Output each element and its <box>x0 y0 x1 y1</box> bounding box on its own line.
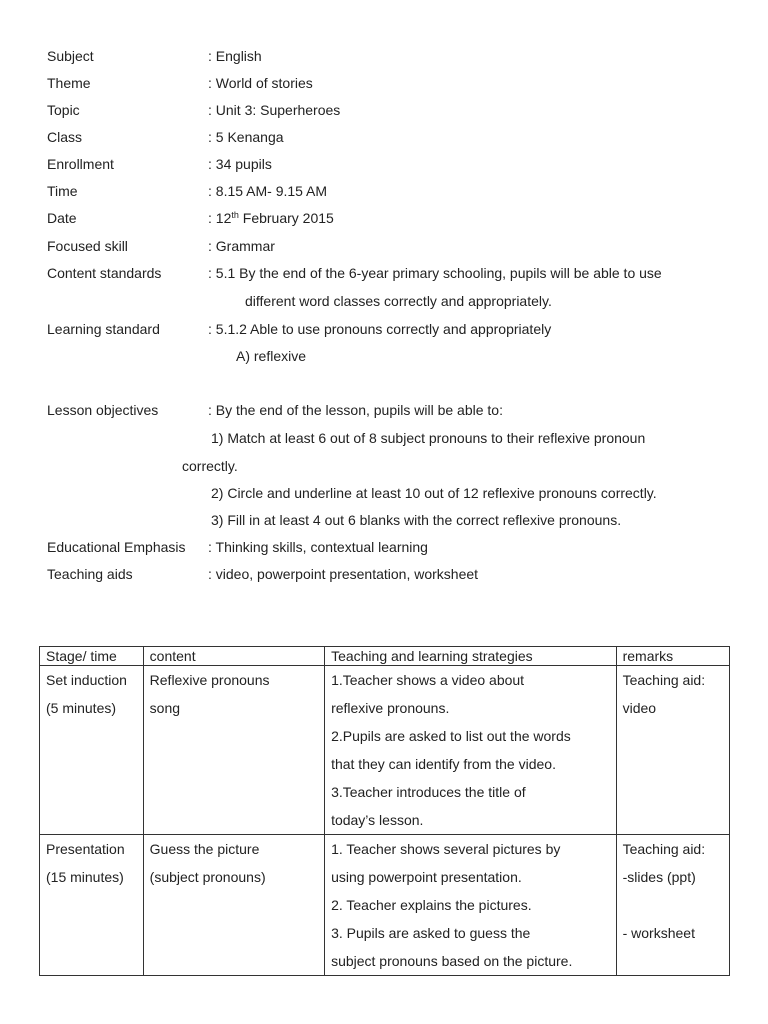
header-strategies: Teaching and learning strategies <box>325 647 617 666</box>
detail-label-learning-standard: Learning standard <box>47 321 160 337</box>
date-suffix: th <box>231 210 239 220</box>
detail-label-focused-skill: Focused skill <box>47 238 128 254</box>
table-row <box>40 666 730 835</box>
remark-spacer <box>623 891 723 919</box>
strategy-line: 1. Teacher shows several pictures by <box>331 841 561 857</box>
objective-item-3: 3) Fill in at least 4 out 6 blanks with the correct reflexive pronouns. <box>211 512 622 528</box>
detail-value-enrollment: : 34 pupils <box>208 156 272 172</box>
detail-value-theme: : World of stories <box>208 75 313 91</box>
content-line: (subject pronouns) <box>149 869 266 885</box>
detail-label-enrollment: Enrollment <box>47 156 114 172</box>
detail-label-topic: Topic <box>47 102 80 118</box>
detail-label-time: Time <box>47 183 78 199</box>
emphasis-label: Educational Emphasis <box>47 539 186 555</box>
date-month-year: February 2015 <box>238 210 334 226</box>
strategy-line: today’s lesson. <box>331 812 424 828</box>
remark-line: video <box>622 700 657 716</box>
detail-value-learning-standard-cont: A) reflexive <box>236 348 307 364</box>
remark-line: - worksheet <box>622 925 695 941</box>
stage-name: Presentation <box>46 841 125 857</box>
detail-value-subject: : English <box>208 48 262 64</box>
lesson-plan-table <box>39 646 730 976</box>
strategy-line: reflexive pronouns. <box>331 700 450 716</box>
table-row <box>40 835 730 976</box>
date-day: : 12 <box>208 210 232 226</box>
detail-label-class: Class <box>47 129 83 145</box>
objective-item-2: 2) Circle and underline at least 10 out of 12 reflexive pronouns correctly. <box>211 485 657 501</box>
header-content: content <box>143 647 324 666</box>
detail-value-content-standards: : 5.1 By the end of the 6-year primary schooling, pupils will be able to use <box>208 265 662 281</box>
aids-label: Teaching aids <box>47 566 133 582</box>
header-stage-time: Stage/ time <box>40 647 144 666</box>
aids-value: : video, powerpoint presentation, worksheet <box>208 566 479 582</box>
detail-label-date: Date <box>47 210 77 226</box>
strategy-line: using powerpoint presentation. <box>331 869 522 885</box>
content-line: Guess the picture <box>149 841 260 857</box>
remark-line: -slides (ppt) <box>622 869 696 885</box>
remark-line: Teaching aid: <box>622 841 706 857</box>
strategy-line: 3. Pupils are asked to guess the <box>331 925 531 941</box>
content-line: Reflexive pronouns <box>149 672 270 688</box>
strategy-line: 1.Teacher shows a video about <box>331 672 525 688</box>
detail-value-class: : 5 Kenanga <box>208 129 284 145</box>
stage-duration: (15 minutes) <box>46 869 124 885</box>
cell-strategies <box>325 835 617 976</box>
table-header-row <box>40 647 730 666</box>
stage-name: Set induction <box>46 672 127 688</box>
stage-duration: (5 minutes) <box>46 700 117 716</box>
objective-item-1: 1) Match at least 6 out of 8 subject pronouns to their reflexive pronoun <box>211 430 646 446</box>
detail-value-time: : 8.15 AM- 9.15 AM <box>208 183 328 199</box>
emphasis-value: : Thinking skills, contextual learning <box>208 539 428 555</box>
strategy-line: 3.Teacher introduces the title of <box>331 784 526 800</box>
header-remarks: remarks <box>616 647 729 666</box>
cell-remarks <box>616 835 729 976</box>
cell-remarks <box>616 666 729 835</box>
cell-stage <box>40 666 144 835</box>
detail-value-date <box>208 209 334 227</box>
objectives-label: Lesson objectives <box>47 402 159 418</box>
detail-label-theme: Theme <box>47 75 91 91</box>
detail-value-learning-standard: : 5.1.2 Able to use pronouns correctly and appropriately <box>208 321 552 337</box>
strategy-line: 2. Teacher explains the pictures. <box>331 897 532 913</box>
objective-item-1-cont: correctly. <box>182 458 238 474</box>
cell-strategies <box>325 666 617 835</box>
strategy-line: subject pronouns based on the picture. <box>331 953 573 969</box>
cell-content <box>143 666 324 835</box>
strategy-line: that they can identify from the video. <box>331 756 556 772</box>
detail-value-content-standards-cont: different word classes correctly and appropriately. <box>245 293 552 309</box>
cell-stage <box>40 835 144 976</box>
strategy-line: 2.Pupils are asked to list out the words <box>331 728 571 744</box>
detail-label-content-standards: Content standards <box>47 265 162 281</box>
remark-line: Teaching aid: <box>622 672 706 688</box>
objectives-intro: : By the end of the lesson, pupils will be able to: <box>208 402 503 418</box>
cell-content <box>143 835 324 976</box>
detail-value-topic: : Unit 3: Superheroes <box>208 102 341 118</box>
detail-value-focused-skill: : Grammar <box>208 238 275 254</box>
content-line: song <box>149 700 181 716</box>
detail-label-subject: Subject <box>47 48 94 64</box>
